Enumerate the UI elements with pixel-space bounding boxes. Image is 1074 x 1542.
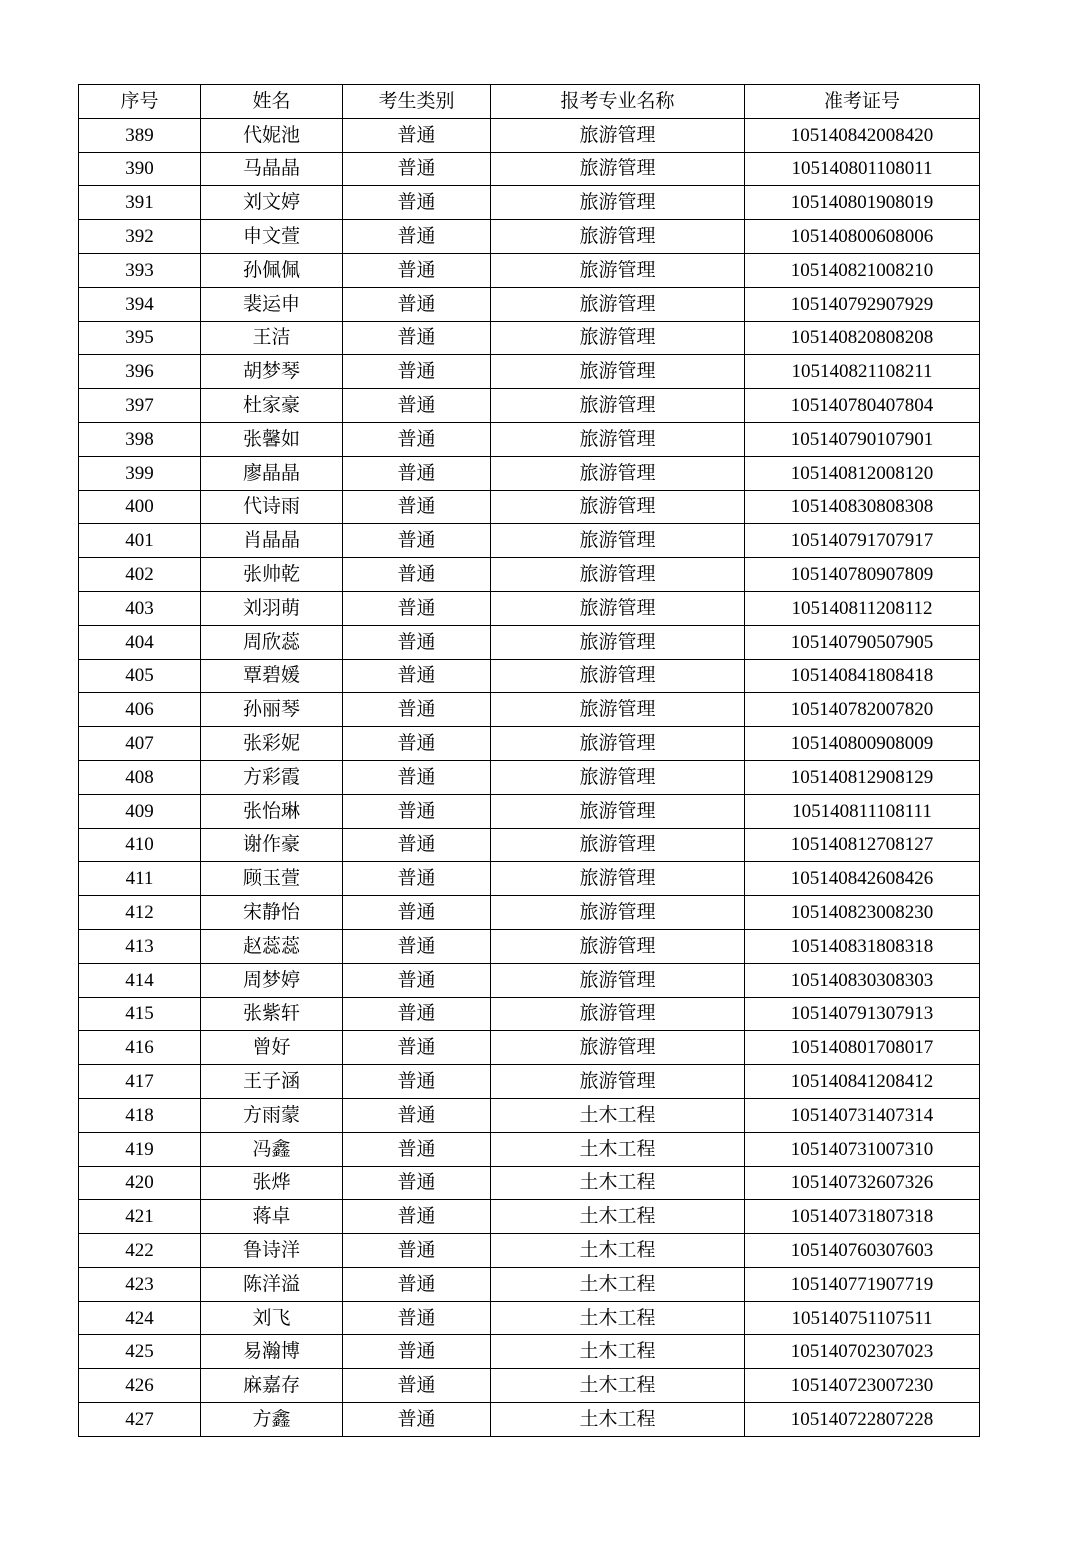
cell-name: 顾玉萱 (201, 862, 343, 896)
cell-candidate-category: 普通 (343, 591, 491, 625)
cell-candidate-category: 普通 (343, 659, 491, 693)
cell-name: 冯鑫 (201, 1132, 343, 1166)
cell-name: 王子涵 (201, 1065, 343, 1099)
table-row (79, 118, 980, 152)
cell-ticket-number: 105140780407804 (745, 389, 980, 423)
cell-major: 旅游管理 (491, 456, 745, 490)
header-row (79, 85, 980, 119)
cell-candidate-category: 普通 (343, 963, 491, 997)
table-row (79, 591, 980, 625)
cell-name: 赵蕊蕊 (201, 929, 343, 963)
cell-serial-number: 427 (79, 1403, 201, 1437)
cell-major: 旅游管理 (491, 862, 745, 896)
cell-candidate-category: 普通 (343, 794, 491, 828)
cell-ticket-number: 105140801108011 (745, 152, 980, 186)
cell-ticket-number: 105140800608006 (745, 220, 980, 254)
cell-candidate-category: 普通 (343, 760, 491, 794)
cell-ticket-number: 105140723007230 (745, 1369, 980, 1403)
table-body (79, 118, 980, 1436)
cell-name: 方彩霞 (201, 760, 343, 794)
cell-serial-number: 410 (79, 828, 201, 862)
header-major: 报考专业名称 (491, 85, 745, 119)
cell-major: 旅游管理 (491, 152, 745, 186)
cell-serial-number: 400 (79, 490, 201, 524)
cell-candidate-category: 普通 (343, 997, 491, 1031)
table-row (79, 456, 980, 490)
cell-serial-number: 424 (79, 1301, 201, 1335)
cell-serial-number: 420 (79, 1166, 201, 1200)
cell-candidate-category: 普通 (343, 1267, 491, 1301)
cell-major: 旅游管理 (491, 490, 745, 524)
table-row (79, 220, 980, 254)
cell-ticket-number: 105140732607326 (745, 1166, 980, 1200)
table-row (79, 1234, 980, 1268)
cell-serial-number: 414 (79, 963, 201, 997)
table-row (79, 422, 980, 456)
cell-major: 旅游管理 (491, 693, 745, 727)
cell-major: 旅游管理 (491, 896, 745, 930)
cell-ticket-number: 105140821008210 (745, 253, 980, 287)
cell-candidate-category: 普通 (343, 727, 491, 761)
table-row (79, 625, 980, 659)
cell-candidate-category: 普通 (343, 1132, 491, 1166)
cell-ticket-number: 105140771907719 (745, 1267, 980, 1301)
cell-candidate-category: 普通 (343, 186, 491, 220)
cell-serial-number: 392 (79, 220, 201, 254)
table-row (79, 287, 980, 321)
cell-name: 孙佩佩 (201, 253, 343, 287)
cell-candidate-category: 普通 (343, 152, 491, 186)
cell-ticket-number: 105140731007310 (745, 1132, 980, 1166)
table-row (79, 794, 980, 828)
table-row (79, 524, 980, 558)
cell-major: 旅游管理 (491, 321, 745, 355)
cell-major: 土木工程 (491, 1403, 745, 1437)
cell-candidate-category: 普通 (343, 1065, 491, 1099)
cell-name: 方雨蒙 (201, 1098, 343, 1132)
header-name: 姓名 (201, 85, 343, 119)
cell-ticket-number: 105140801908019 (745, 186, 980, 220)
cell-ticket-number: 105140722807228 (745, 1403, 980, 1437)
table-row (79, 1166, 980, 1200)
cell-major: 旅游管理 (491, 558, 745, 592)
cell-candidate-category: 普通 (343, 1369, 491, 1403)
cell-ticket-number: 105140731807318 (745, 1200, 980, 1234)
cell-ticket-number: 105140782007820 (745, 693, 980, 727)
cell-serial-number: 409 (79, 794, 201, 828)
cell-candidate-category: 普通 (343, 896, 491, 930)
cell-ticket-number: 105140811208112 (745, 591, 980, 625)
cell-ticket-number: 105140821108211 (745, 355, 980, 389)
cell-name: 廖晶晶 (201, 456, 343, 490)
cell-major: 旅游管理 (491, 1065, 745, 1099)
cell-serial-number: 418 (79, 1098, 201, 1132)
cell-name: 周欣蕊 (201, 625, 343, 659)
cell-major: 土木工程 (491, 1335, 745, 1369)
cell-name: 覃碧媛 (201, 659, 343, 693)
header-candidate-category: 考生类别 (343, 85, 491, 119)
cell-serial-number: 399 (79, 456, 201, 490)
cell-candidate-category: 普通 (343, 1200, 491, 1234)
cell-serial-number: 395 (79, 321, 201, 355)
table-row (79, 186, 980, 220)
cell-serial-number: 422 (79, 1234, 201, 1268)
cell-name: 孙丽琴 (201, 693, 343, 727)
cell-serial-number: 401 (79, 524, 201, 558)
cell-serial-number: 417 (79, 1065, 201, 1099)
cell-name: 蒋卓 (201, 1200, 343, 1234)
cell-ticket-number: 105140831808318 (745, 929, 980, 963)
cell-candidate-category: 普通 (343, 253, 491, 287)
cell-candidate-category: 普通 (343, 389, 491, 423)
cell-serial-number: 426 (79, 1369, 201, 1403)
cell-candidate-category: 普通 (343, 524, 491, 558)
cell-serial-number: 421 (79, 1200, 201, 1234)
cell-name: 王洁 (201, 321, 343, 355)
cell-name: 裴运申 (201, 287, 343, 321)
cell-ticket-number: 105140801708017 (745, 1031, 980, 1065)
table-row (79, 558, 980, 592)
table-row (79, 659, 980, 693)
cell-name: 代妮池 (201, 118, 343, 152)
cell-ticket-number: 105140800908009 (745, 727, 980, 761)
cell-ticket-number: 105140791707917 (745, 524, 980, 558)
cell-serial-number: 398 (79, 422, 201, 456)
table-row (79, 1403, 980, 1437)
table-header (79, 85, 980, 119)
cell-serial-number: 413 (79, 929, 201, 963)
table-row (79, 760, 980, 794)
cell-serial-number: 391 (79, 186, 201, 220)
cell-candidate-category: 普通 (343, 693, 491, 727)
cell-ticket-number: 105140811108111 (745, 794, 980, 828)
cell-name: 宋静怡 (201, 896, 343, 930)
cell-ticket-number: 105140780907809 (745, 558, 980, 592)
table-row (79, 321, 980, 355)
cell-ticket-number: 105140751107511 (745, 1301, 980, 1335)
table-row (79, 929, 980, 963)
cell-ticket-number: 105140760307603 (745, 1234, 980, 1268)
table-row (79, 1065, 980, 1099)
cell-major: 旅游管理 (491, 929, 745, 963)
cell-serial-number: 389 (79, 118, 201, 152)
cell-ticket-number: 105140791307913 (745, 997, 980, 1031)
cell-candidate-category: 普通 (343, 1098, 491, 1132)
cell-major: 土木工程 (491, 1098, 745, 1132)
cell-ticket-number: 105140842608426 (745, 862, 980, 896)
cell-serial-number: 397 (79, 389, 201, 423)
cell-ticket-number: 105140792907929 (745, 287, 980, 321)
cell-serial-number: 390 (79, 152, 201, 186)
cell-name: 易瀚博 (201, 1335, 343, 1369)
cell-major: 旅游管理 (491, 659, 745, 693)
cell-candidate-category: 普通 (343, 321, 491, 355)
cell-major: 旅游管理 (491, 1031, 745, 1065)
cell-major: 旅游管理 (491, 524, 745, 558)
cell-candidate-category: 普通 (343, 1234, 491, 1268)
cell-candidate-category: 普通 (343, 220, 491, 254)
cell-major: 土木工程 (491, 1234, 745, 1268)
cell-name: 马晶晶 (201, 152, 343, 186)
table-row (79, 1132, 980, 1166)
table-row (79, 1098, 980, 1132)
cell-serial-number: 403 (79, 591, 201, 625)
cell-name: 陈洋溢 (201, 1267, 343, 1301)
cell-major: 旅游管理 (491, 591, 745, 625)
cell-serial-number: 415 (79, 997, 201, 1031)
cell-major: 旅游管理 (491, 118, 745, 152)
cell-major: 旅游管理 (491, 963, 745, 997)
cell-serial-number: 406 (79, 693, 201, 727)
cell-candidate-category: 普通 (343, 828, 491, 862)
cell-major: 旅游管理 (491, 997, 745, 1031)
cell-candidate-category: 普通 (343, 1403, 491, 1437)
cell-serial-number: 405 (79, 659, 201, 693)
cell-serial-number: 396 (79, 355, 201, 389)
table-row (79, 152, 980, 186)
cell-name: 张彩妮 (201, 727, 343, 761)
cell-major: 旅游管理 (491, 287, 745, 321)
cell-candidate-category: 普通 (343, 422, 491, 456)
cell-candidate-category: 普通 (343, 456, 491, 490)
cell-major: 旅游管理 (491, 727, 745, 761)
header-serial-number: 序号 (79, 85, 201, 119)
table-row (79, 1267, 980, 1301)
table-row (79, 997, 980, 1031)
table-row (79, 1335, 980, 1369)
cell-name: 张怡琳 (201, 794, 343, 828)
cell-name: 刘文婷 (201, 186, 343, 220)
cell-serial-number: 425 (79, 1335, 201, 1369)
cell-major: 旅游管理 (491, 186, 745, 220)
cell-name: 周梦婷 (201, 963, 343, 997)
cell-major: 土木工程 (491, 1369, 745, 1403)
cell-ticket-number: 105140830308303 (745, 963, 980, 997)
cell-major: 旅游管理 (491, 253, 745, 287)
cell-name: 刘飞 (201, 1301, 343, 1335)
cell-candidate-category: 普通 (343, 862, 491, 896)
cell-candidate-category: 普通 (343, 1301, 491, 1335)
cell-major: 土木工程 (491, 1132, 745, 1166)
table-row (79, 828, 980, 862)
table-row (79, 896, 980, 930)
cell-name: 曾好 (201, 1031, 343, 1065)
cell-ticket-number: 105140820808208 (745, 321, 980, 355)
cell-major: 旅游管理 (491, 355, 745, 389)
cell-name: 申文萱 (201, 220, 343, 254)
cell-ticket-number: 105140841208412 (745, 1065, 980, 1099)
table-row (79, 253, 980, 287)
cell-ticket-number: 105140790107901 (745, 422, 980, 456)
cell-name: 张馨如 (201, 422, 343, 456)
cell-name: 代诗雨 (201, 490, 343, 524)
admission-roster-table (78, 84, 980, 1437)
table-row (79, 693, 980, 727)
cell-ticket-number: 105140823008230 (745, 896, 980, 930)
cell-name: 张紫轩 (201, 997, 343, 1031)
cell-serial-number: 419 (79, 1132, 201, 1166)
cell-ticket-number: 105140841808418 (745, 659, 980, 693)
cell-major: 土木工程 (491, 1267, 745, 1301)
table-row (79, 1200, 980, 1234)
cell-candidate-category: 普通 (343, 625, 491, 659)
cell-name: 张烨 (201, 1166, 343, 1200)
cell-major: 旅游管理 (491, 422, 745, 456)
table-row (79, 862, 980, 896)
cell-serial-number: 407 (79, 727, 201, 761)
cell-major: 旅游管理 (491, 794, 745, 828)
table-row (79, 963, 980, 997)
cell-serial-number: 411 (79, 862, 201, 896)
table-row (79, 1301, 980, 1335)
cell-major: 旅游管理 (491, 828, 745, 862)
cell-ticket-number: 105140812908129 (745, 760, 980, 794)
cell-name: 胡梦琴 (201, 355, 343, 389)
cell-ticket-number: 105140731407314 (745, 1098, 980, 1132)
table-row (79, 1369, 980, 1403)
cell-candidate-category: 普通 (343, 118, 491, 152)
cell-serial-number: 423 (79, 1267, 201, 1301)
cell-ticket-number: 105140812008120 (745, 456, 980, 490)
cell-ticket-number: 105140790507905 (745, 625, 980, 659)
cell-name: 杜家豪 (201, 389, 343, 423)
cell-major: 旅游管理 (491, 220, 745, 254)
table-row (79, 727, 980, 761)
cell-candidate-category: 普通 (343, 929, 491, 963)
cell-name: 刘羽萌 (201, 591, 343, 625)
cell-name: 麻嘉存 (201, 1369, 343, 1403)
cell-serial-number: 416 (79, 1031, 201, 1065)
cell-serial-number: 408 (79, 760, 201, 794)
cell-major: 土木工程 (491, 1301, 745, 1335)
cell-name: 张帅乾 (201, 558, 343, 592)
table-row (79, 1031, 980, 1065)
cell-ticket-number: 105140812708127 (745, 828, 980, 862)
cell-candidate-category: 普通 (343, 1335, 491, 1369)
table-row (79, 355, 980, 389)
cell-name: 方鑫 (201, 1403, 343, 1437)
cell-candidate-category: 普通 (343, 490, 491, 524)
table-row (79, 389, 980, 423)
cell-major: 旅游管理 (491, 625, 745, 659)
cell-ticket-number: 105140702307023 (745, 1335, 980, 1369)
cell-major: 旅游管理 (491, 389, 745, 423)
cell-ticket-number: 105140842008420 (745, 118, 980, 152)
cell-major: 土木工程 (491, 1166, 745, 1200)
cell-candidate-category: 普通 (343, 1031, 491, 1065)
cell-name: 肖晶晶 (201, 524, 343, 558)
cell-candidate-category: 普通 (343, 355, 491, 389)
cell-serial-number: 394 (79, 287, 201, 321)
table-row (79, 490, 980, 524)
cell-name: 谢作豪 (201, 828, 343, 862)
cell-major: 旅游管理 (491, 760, 745, 794)
cell-serial-number: 412 (79, 896, 201, 930)
cell-candidate-category: 普通 (343, 558, 491, 592)
cell-ticket-number: 105140830808308 (745, 490, 980, 524)
cell-name: 鲁诗洋 (201, 1234, 343, 1268)
cell-serial-number: 393 (79, 253, 201, 287)
cell-serial-number: 404 (79, 625, 201, 659)
cell-serial-number: 402 (79, 558, 201, 592)
cell-major: 土木工程 (491, 1200, 745, 1234)
cell-candidate-category: 普通 (343, 1166, 491, 1200)
cell-candidate-category: 普通 (343, 287, 491, 321)
header-ticket-number: 准考证号 (745, 85, 980, 119)
